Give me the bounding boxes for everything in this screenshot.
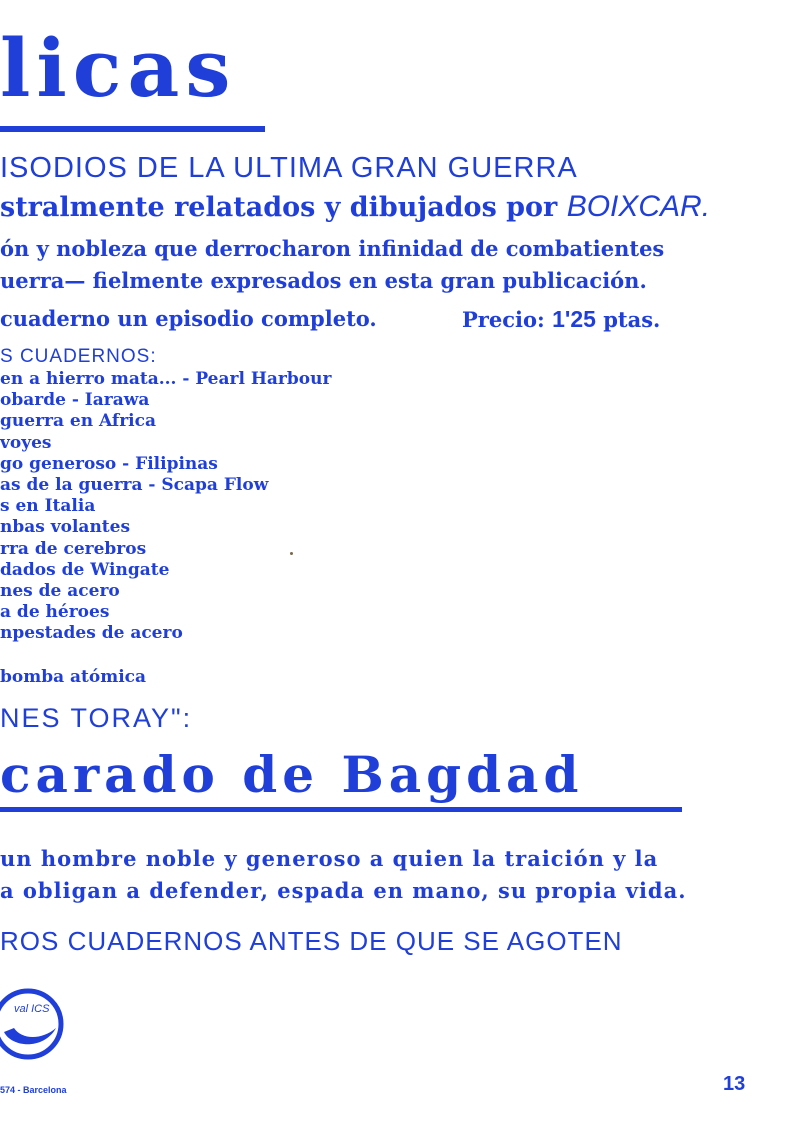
second-title-underline <box>0 807 682 812</box>
list-item: guerra en Africa <box>0 411 156 432</box>
page-number: 13 <box>723 1073 746 1095</box>
description-line-1: ón y nobleza que derrocharon infinidad de combatientes <box>0 236 665 261</box>
price <box>462 306 660 333</box>
second-title: carado de Bagdad <box>0 745 584 804</box>
second-description-line-2: a obligan a defender, espada en mano, su propia vida. <box>0 878 687 903</box>
price-label: Precio: <box>462 307 545 332</box>
logo-ring <box>0 991 61 1057</box>
header-line-2-text: stralmente relatados y dibujados por <box>0 192 567 223</box>
list-item: go generoso - Filipinas <box>0 453 218 474</box>
list-item: dados de Wingate <box>0 559 170 580</box>
footer-imprint: 574 - Barcelona <box>0 1085 67 1095</box>
series-heading: NES TORAY": <box>0 703 193 733</box>
list-item: en a hierro mata... - Pearl Harbour <box>0 369 332 389</box>
issues-list <box>0 369 331 645</box>
logo-text: val ICS <box>14 1003 50 1015</box>
call-to-action: ROS CUADERNOS ANTES DE QUE SE AGOTEN <box>0 926 623 956</box>
list-item: npestades de acero <box>0 623 183 644</box>
list-item: a de héroes <box>0 602 110 623</box>
second-description-line-1: un hombre noble y generoso a quien la traición y la <box>0 846 659 871</box>
description-line-2: uerra— fielmente expresados en esta gran publicación. <box>0 268 647 293</box>
list-item: nbas volantes <box>0 517 131 538</box>
header-line-2 <box>0 190 710 224</box>
list-item: voyes <box>0 432 52 453</box>
list-item: nes de acero <box>0 581 120 602</box>
episode-line: cuaderno un episodio completo. <box>0 306 377 331</box>
page-title: licas <box>0 21 237 115</box>
author-name: BOIXCAR. <box>566 190 711 223</box>
list-item: rra de cerebros <box>0 538 147 559</box>
extra-issue: bomba atómica <box>0 667 147 687</box>
list-item: as de la guerra - Scapa Flow <box>0 475 269 496</box>
paper-speck <box>290 552 293 555</box>
logo-wave <box>4 1028 56 1044</box>
title-underline <box>0 126 265 132</box>
list-item: s en Italia <box>0 496 96 517</box>
list-item: obarde - Iarawa <box>0 390 150 411</box>
price-unit: ptas. <box>603 307 661 332</box>
issues-heading: S CUADERNOS: <box>0 346 157 367</box>
publisher-logo <box>0 988 64 1060</box>
price-amount: 1'25 <box>552 306 596 332</box>
header-line-1: ISODIOS DE LA ULTIMA GRAN GUERRA <box>0 152 578 184</box>
